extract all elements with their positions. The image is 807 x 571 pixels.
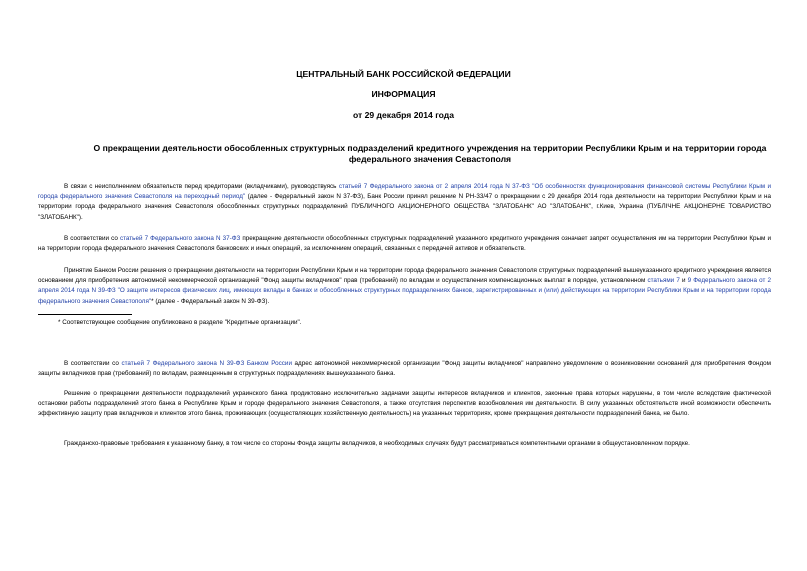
paragraph-2 — [38, 234, 771, 254]
paragraph-2-text-a: В соответствии со — [64, 235, 120, 242]
link-law-39fz[interactable]: 9 Федерального закона от 2 апреля 2014 года N 39-ФЗ "О защите интересов физических лиц, имеющих вклады в банках и обособленных структурных подразделениях банков, зарегистрированных и (или) действующих на территории Республики Крым и на территории города федерального значения Севастополя" — [38, 277, 771, 305]
paragraph-3 — [38, 266, 771, 307]
paragraph-4 — [38, 359, 771, 379]
paragraph-6: Гражданско-правовые требования к указанному банку, в том числе со стороны Фонда защиты вкладчиков, в необходимых случаях будут рассматриваться компетентными органами в общеустановленном порядке. — [64, 440, 690, 447]
paragraph-3-text-b: и — [679, 277, 688, 285]
paragraph-4-text-a: В соответствии со — [64, 360, 122, 367]
paragraph-4-text-b: адрес автономной некоммерческой организации "Фонд защиты вкладчиков" направлено уведомление о возникновении оснований для приобретения Фондом защиты вкладчиков прав (требований) по вкладам, размещенным в структурных подразделениях вышеуказанного банка. — [38, 360, 771, 378]
paragraph-1 — [38, 182, 771, 223]
document-title: О прекращении деятельности обособленных структурных подразделений кредитного учреждения на территории Республики Крым и на территории города федерального значения Севастополя — [93, 143, 767, 164]
footnote: * Соответствующее сообщение опубликовано в разделе "Кредитные организации". — [58, 319, 302, 326]
paragraph-5: Решение о прекращении деятельности подразделений украинского банка продиктовано исключительно задачами защиты интересов вкладчиков и клиентов, законные права которых нарушены, в том числе вследствие фактической остановки работы подразделений этого банка в Республике Крым и городе федерального значения Севастополя, а также отсутствия перспектив возобновления им деятельности. В силу указанных обстоятельств иной возможности обеспечить эффективную защиту прав вкладчиков и клиентов этого банка, проживающих (осуществляющих хозяйственную деятельность) на указанных территориях, кроме прекращения деятельности подразделений банка, не было. — [38, 390, 771, 418]
link-article-7[interactable]: статьями 7 — [647, 277, 680, 285]
footnote-divider — [38, 314, 132, 315]
header-date: от 29 декабря 2014 года — [352, 110, 455, 120]
link-article-7-law-39fz[interactable]: статьей 7 Федерального закона N 39-ФЗ Банком России — [121, 360, 292, 367]
paragraph-3-text-c: * (далее - Федеральный закон N 39-ФЗ). — [151, 297, 270, 305]
link-article-7-law-37fz[interactable]: статьей 7 Федерального закона от 2 апреля 2014 года N 37-ФЗ "Об особенностях функционирования финансовой системы Республики Крым и города федерального значения Севастополя на переходный период" — [38, 183, 771, 201]
paragraph-2-text-b: прекращение деятельности обособленных структурных подразделений указанного кредитного учреждения означает запрет осуществления им на территории Республики Крым и на территории города федерального значения Севастополя банковских и иных операций, за исключением операций, связанных с передачей активов и обязательств. — [38, 235, 771, 253]
paragraph-1-text-b: (далее - Федеральный закон N 37-ФЗ), Банк России принял решение N РН-33/47 о прекращении с 29 декабря 2014 года деятельности на территории Республики Крым и на территории города федерального значения Севастополя обособленных структурных подразделений ПУБЛИЧНОГО АКЦИОНЕРНОГО ОБЩЕСТВА "ЗЛАТОБАНК" АО "ЗЛАТОБАНК", г.Киев, Украина (ПУБЛІЧНЕ АКЦІОНЕРНЕ ТОВАРИСТВО "ЗЛАТОБАНК"). — [38, 193, 771, 221]
header-doc-type: ИНФОРМАЦИЯ — [371, 89, 436, 99]
header-org: ЦЕНТРАЛЬНЫЙ БАНК РОССИЙСКОЙ ФЕДЕРАЦИИ — [296, 69, 511, 79]
link-article-7-law-37fz-short[interactable]: статьей 7 Федерального закона N 37-ФЗ — [119, 235, 241, 242]
paragraph-1-text-a: В связи с неисполнением обязательств перед кредиторами (вкладчиками), руководствуясь — [64, 183, 339, 190]
paragraph-3-text-a: Принятие Банком России решения о прекращении деятельности на территории Республики Крым и на территории города федерального значения Севастополя структурных подразделений вышеуказанного кредитного учреждения является основанием для приобретения автономной некоммерческой организацией "Фонд защиты вкладчиков" прав (требований) по вкладам и осуществления компенсационных выплат в порядке, установленном — [38, 267, 771, 285]
